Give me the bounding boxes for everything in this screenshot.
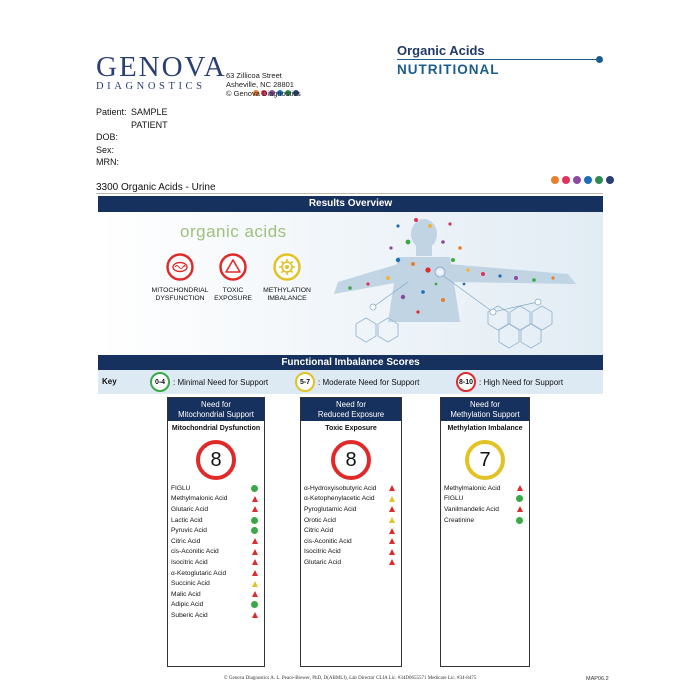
- marker-row: [444, 504, 523, 515]
- results-overview-banner: [98, 212, 603, 355]
- marker-row: [171, 494, 258, 505]
- status-red-triangle-icon: [252, 538, 258, 544]
- score-ring: 8: [331, 440, 371, 480]
- status-red-triangle-icon: [252, 506, 258, 512]
- key-title: Key: [102, 377, 117, 386]
- logo-subtitle: DIAGNOSTICS: [96, 81, 206, 92]
- cell-icon: [166, 253, 194, 281]
- patient-last-name: PATIENT: [131, 119, 168, 130]
- category-line2: IMBALANCE: [267, 295, 307, 303]
- color-dot: [562, 176, 570, 184]
- category-line1: MITOCHONDRIAL: [151, 287, 209, 294]
- key-badge-high: 8-10: [456, 372, 476, 392]
- marker-name: Pyroglutamic Acid: [304, 505, 357, 513]
- marker-name: Citric Acid: [171, 537, 201, 545]
- marker-row: [444, 483, 523, 494]
- marker-row: [171, 610, 258, 621]
- marker-list: [171, 483, 258, 621]
- status-red-triangle-icon: [252, 496, 258, 502]
- status-green-dot-icon: [251, 601, 258, 608]
- marker-name: Adipic Acid: [171, 601, 204, 609]
- marker-row: [171, 568, 258, 579]
- marker-row: [171, 578, 258, 589]
- panel-reduced-exposure: [300, 397, 402, 667]
- panel-header: [301, 398, 401, 421]
- gear-icon: [273, 253, 301, 281]
- marker-name: Orotic Acid: [304, 516, 336, 524]
- marker-row: [171, 504, 258, 515]
- status-red-triangle-icon: [517, 485, 523, 491]
- marker-name: Glutaric Acid: [171, 505, 209, 513]
- marker-name: α-Ketoglutaric Acid: [171, 569, 227, 577]
- status-green-dot-icon: [516, 517, 523, 524]
- panel-header-line2: Mitochondrial Support: [178, 410, 254, 419]
- marker-name: Pyruvic Acid: [171, 527, 207, 535]
- color-dot: [595, 176, 603, 184]
- report-subtitle: NUTRITIONAL: [397, 62, 500, 77]
- key-item-minimal: [150, 372, 268, 392]
- marker-name: Citric Acid: [304, 527, 334, 535]
- marker-row: [304, 547, 395, 558]
- test-title: 3300 Organic Acids - Urine: [96, 182, 216, 193]
- form-code: MAP06.2: [586, 676, 609, 682]
- category-line2: EXPOSURE: [214, 295, 252, 303]
- status-red-triangle-icon: [389, 485, 395, 491]
- marker-row: [304, 504, 395, 515]
- status-red-triangle-icon: [389, 506, 395, 512]
- genova-logo: [96, 51, 227, 92]
- marker-row: [304, 515, 395, 526]
- category-line1: TOXIC: [222, 287, 244, 294]
- marker-name: Succinic Acid: [171, 580, 210, 588]
- warning-triangle-icon: [219, 253, 247, 281]
- key-item-high: [456, 372, 563, 392]
- marker-name: Suberic Acid: [171, 611, 208, 619]
- marker-row: [444, 515, 523, 526]
- status-yellow-triangle-icon: [389, 517, 395, 523]
- marker-row: [171, 547, 258, 558]
- dob-label: DOB:: [96, 132, 119, 142]
- results-overview-header: Results Overview: [98, 196, 603, 212]
- patient-first-name: SAMPLE: [131, 107, 168, 117]
- status-green-dot-icon: [516, 495, 523, 502]
- marker-name: cis-Aconitic Acid: [171, 548, 219, 556]
- panel-header-line2: Methylation Support: [450, 410, 520, 419]
- panel-mitochondrial-support: [167, 397, 265, 667]
- sex-label: Sex:: [96, 144, 115, 155]
- marker-row: [171, 525, 258, 536]
- marker-row: [304, 557, 395, 568]
- status-red-triangle-icon: [252, 612, 258, 618]
- score-ring: 8: [196, 440, 236, 480]
- marker-name: Isocitric Acid: [304, 548, 341, 556]
- patient-label: Patient:: [96, 107, 127, 117]
- panel-header-line2: Reduced Exposure: [317, 410, 385, 419]
- color-dot: [606, 176, 614, 184]
- panel-subtitle: Methylation Imbalance: [447, 425, 523, 432]
- category-line2: DYSFUNCTION: [155, 295, 205, 303]
- marker-row: [171, 483, 258, 494]
- key-badge-moderate: 5-7: [295, 372, 315, 392]
- score-ring: 7: [465, 440, 505, 480]
- marker-name: Methylmalonic Acid: [171, 495, 228, 503]
- status-green-dot-icon: [251, 517, 258, 524]
- status-red-triangle-icon: [252, 570, 258, 576]
- marker-name: FIGLU: [444, 495, 464, 503]
- title-divider-dot: [596, 56, 603, 63]
- color-dot: [573, 176, 581, 184]
- category-methylation-imbalance: [252, 253, 322, 304]
- marker-name: Creatinine: [444, 516, 475, 524]
- marker-row: [444, 494, 523, 505]
- status-green-dot-icon: [251, 527, 258, 534]
- marker-name: FIGLU: [171, 484, 191, 492]
- panel-header-line1: Need for: [336, 400, 366, 409]
- marker-name: Glutaric Acid: [304, 558, 342, 566]
- title-divider: [397, 59, 600, 60]
- marker-name: Methylmalonic Acid: [444, 484, 501, 492]
- marker-row: [304, 483, 395, 494]
- status-red-triangle-icon: [389, 528, 395, 534]
- lab-address: [226, 71, 301, 98]
- status-red-triangle-icon: [517, 506, 523, 512]
- section-divider: [96, 193, 603, 194]
- status-yellow-triangle-icon: [252, 581, 258, 587]
- key-label-moderate: : Moderate Need for Support: [318, 377, 420, 387]
- marker-row: [171, 589, 258, 600]
- category-line1: METHYLATION: [263, 287, 311, 294]
- patient-info: [96, 106, 201, 169]
- logo-wordmark: GENOVA: [96, 51, 227, 83]
- marker-row: [171, 600, 258, 611]
- section-color-dots: [551, 176, 614, 184]
- marker-name: Vanilmandelic Acid: [444, 505, 499, 513]
- marker-list: [444, 483, 523, 525]
- score-key: [98, 370, 603, 394]
- footer-credits: © Genova Diagnostics A. L. Peace-Brewer, PhD, D(ABMLI), Lab Director CLIA Lic. #34D0655571 Medicare Lic. #34-8475: [223, 676, 477, 681]
- marker-name: α-Hydroxyisobutyric Acid: [304, 484, 377, 492]
- panel-subtitle: Toxic Exposure: [325, 425, 377, 432]
- panel-methylation-support: [440, 397, 530, 667]
- marker-name: Malic Acid: [171, 590, 201, 598]
- marker-name: cis-Aconitic Acid: [304, 537, 352, 545]
- key-label-high: : High Need for Support: [479, 377, 564, 387]
- key-label-minimal: : Minimal Need for Support: [173, 377, 269, 387]
- status-red-triangle-icon: [252, 559, 258, 565]
- marker-name: Isocitric Acid: [171, 558, 208, 566]
- status-green-dot-icon: [251, 485, 258, 492]
- functional-imbalance-header: Functional Imbalance Scores: [98, 355, 603, 370]
- marker-name: α-Ketophenylacetic Acid: [304, 495, 375, 503]
- status-red-triangle-icon: [252, 591, 258, 597]
- marker-row: [304, 536, 395, 547]
- key-badge-minimal: 0-4: [150, 372, 170, 392]
- marker-list: [304, 483, 395, 568]
- status-red-triangle-icon: [389, 559, 395, 565]
- status-red-triangle-icon: [389, 549, 395, 555]
- marker-row: [171, 557, 258, 568]
- marker-row: [304, 525, 395, 536]
- panel-header: [168, 398, 264, 421]
- address-copyright: © Genova Diagnostics: [226, 89, 301, 98]
- marker-row: [171, 536, 258, 547]
- mrn-label: MRN:: [96, 157, 119, 167]
- status-yellow-triangle-icon: [389, 496, 395, 502]
- status-red-triangle-icon: [252, 549, 258, 555]
- organic-acids-heading: organic acids: [180, 222, 287, 241]
- panel-header-line1: Need for: [201, 400, 231, 409]
- report-title: Organic Acids: [397, 43, 485, 58]
- marker-name: Lactic Acid: [171, 516, 203, 524]
- marker-row: [304, 494, 395, 505]
- color-dot: [584, 176, 592, 184]
- address-street: 63 Zillicoa Street: [226, 71, 282, 80]
- color-dot: [551, 176, 559, 184]
- key-item-moderate: [295, 372, 419, 392]
- address-city: Asheville, NC 28801: [226, 80, 294, 89]
- panel-subtitle: Mitochondrial Dysfunction: [171, 425, 261, 432]
- status-red-triangle-icon: [389, 538, 395, 544]
- panel-header-line1: Need for: [470, 400, 500, 409]
- marker-row: [171, 515, 258, 526]
- panel-header: [441, 398, 529, 421]
